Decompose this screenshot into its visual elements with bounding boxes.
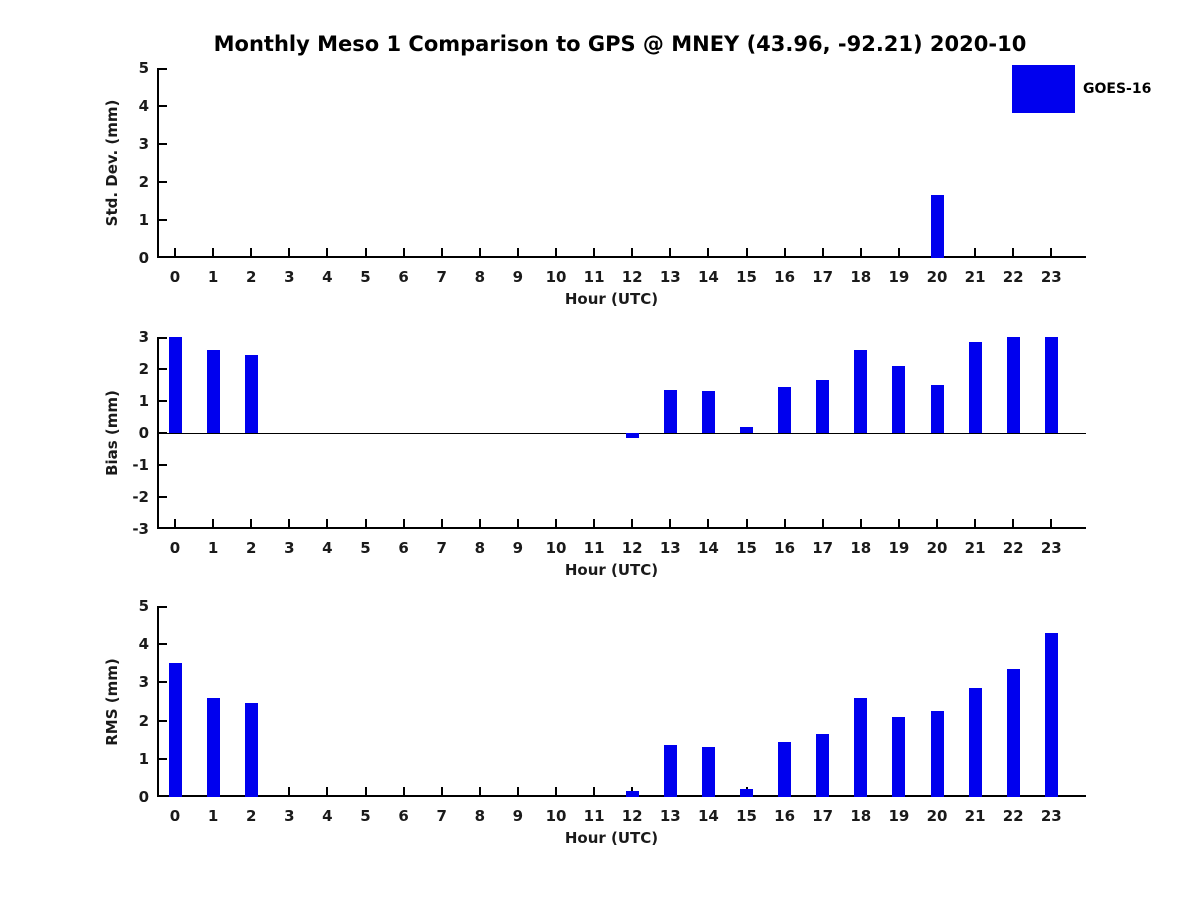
bar-hour-22: [1007, 669, 1020, 797]
x-tick-label: 15: [736, 539, 757, 557]
x-tick-label: 13: [659, 539, 681, 557]
x-tick-label: 3: [284, 268, 295, 286]
x-tick-label: 2: [245, 539, 257, 557]
y-axis-title: Bias (mm): [103, 390, 121, 476]
x-tick-mark: [403, 787, 405, 795]
bar-hour-0: [169, 663, 182, 797]
x-tick-label: 8: [474, 539, 486, 557]
chart-title: Monthly Meso 1 Comparison to GPS @ MNEY (43.96, -92.21) 2020-10: [213, 32, 1027, 56]
x-tick-mark: [212, 248, 214, 256]
x-tick-mark: [174, 248, 176, 256]
y-tick-mark: [159, 795, 167, 797]
x-tick-mark: [898, 248, 900, 256]
x-tick-label: 18: [850, 539, 872, 557]
x-tick-mark: [784, 519, 786, 527]
y-tick-label: 5: [138, 59, 149, 77]
x-axis-title: Hour (UTC): [564, 829, 659, 847]
y-tick-mark: [159, 432, 167, 434]
x-tick-label: 19: [888, 539, 910, 557]
x-tick-label: 10: [545, 268, 567, 286]
x-tick-label: 0: [169, 807, 181, 825]
x-tick-label: 14: [697, 268, 719, 286]
x-tick-label: 20: [926, 539, 948, 557]
x-tick-label: 4: [322, 807, 333, 825]
y-tick-mark: [159, 496, 167, 498]
y-tick-mark: [159, 400, 167, 402]
x-tick-mark: [174, 519, 176, 527]
bar-hour-19: [892, 717, 905, 797]
y-tick-label: -1: [132, 456, 149, 474]
x-tick-mark: [555, 519, 557, 527]
legend-label: GOES-16: [1083, 81, 1152, 97]
x-tick-label: 22: [1002, 807, 1024, 825]
x-tick-mark: [517, 787, 519, 795]
bar-hour-16: [778, 387, 791, 433]
y-tick-mark: [159, 105, 167, 107]
zero-line: [157, 433, 1086, 434]
x-tick-label: 5: [360, 539, 371, 557]
x-tick-mark: [1012, 519, 1014, 527]
y-tick-mark: [159, 681, 167, 683]
x-tick-label: 12: [621, 539, 643, 557]
x-tick-mark: [593, 248, 595, 256]
bar-hour-20: [931, 195, 944, 258]
x-tick-mark: [441, 787, 443, 795]
x-tick-mark: [822, 519, 824, 527]
x-tick-mark: [784, 248, 786, 256]
x-tick-mark: [212, 519, 214, 527]
bar-hour-2: [245, 703, 258, 797]
bar-hour-16: [778, 742, 791, 797]
x-tick-label: 15: [736, 268, 757, 286]
x-tick-mark: [822, 248, 824, 256]
y-tick-mark: [159, 219, 167, 221]
x-tick-mark: [441, 248, 443, 256]
x-tick-label: 18: [850, 268, 872, 286]
bar-hour-23: [1045, 633, 1058, 797]
x-tick-label: 22: [1002, 539, 1024, 557]
x-tick-mark: [479, 519, 481, 527]
x-tick-mark: [631, 248, 633, 256]
bar-hour-0: [169, 337, 182, 433]
bar-hour-18: [854, 350, 867, 433]
x-tick-mark: [1050, 519, 1052, 527]
y-tick-mark: [159, 606, 167, 608]
x-tick-mark: [326, 248, 328, 256]
bar-hour-1: [207, 350, 220, 433]
x-tick-label: 8: [474, 807, 486, 825]
x-tick-label: 8: [474, 268, 486, 286]
x-tick-label: 18: [850, 807, 872, 825]
x-tick-label: 9: [512, 268, 524, 286]
x-tick-mark: [250, 248, 252, 256]
y-tick-label: 3: [138, 328, 149, 346]
x-tick-mark: [860, 519, 862, 527]
y-tick-mark: [159, 368, 167, 370]
x-tick-mark: [479, 248, 481, 256]
x-tick-label: 20: [926, 268, 948, 286]
x-tick-mark: [288, 787, 290, 795]
x-tick-label: 5: [360, 268, 371, 286]
y-tick-label: -2: [132, 488, 149, 506]
x-tick-label: 14: [697, 807, 719, 825]
bar-hour-2: [245, 355, 258, 433]
x-tick-label: 1: [207, 268, 219, 286]
bar-hour-13: [664, 390, 677, 433]
x-tick-mark: [593, 787, 595, 795]
bar-hour-12: [626, 791, 639, 797]
y-tick-label: 0: [138, 424, 149, 442]
bar-hour-17: [816, 380, 829, 433]
subplot-bias: [157, 337, 1086, 529]
y-tick-label: 3: [138, 135, 149, 153]
bar-hour-23: [1045, 337, 1058, 433]
x-tick-label: 11: [583, 539, 605, 557]
x-tick-mark: [974, 519, 976, 527]
y-tick-label: -3: [132, 520, 149, 538]
bar-hour-20: [931, 385, 944, 433]
x-tick-label: 0: [169, 539, 181, 557]
y-tick-mark: [159, 758, 167, 760]
x-tick-mark: [479, 787, 481, 795]
y-tick-label: 5: [138, 597, 149, 615]
bar-hour-13: [664, 745, 677, 797]
x-axis-spine: [157, 527, 1086, 529]
x-tick-mark: [517, 248, 519, 256]
x-tick-mark: [669, 248, 671, 256]
bar-hour-22: [1007, 337, 1020, 433]
x-tick-label: 2: [245, 268, 257, 286]
x-axis-title: Hour (UTC): [564, 290, 659, 308]
x-tick-mark: [1050, 248, 1052, 256]
bar-hour-15: [740, 427, 753, 433]
x-tick-mark: [288, 248, 290, 256]
y-tick-label: 1: [138, 749, 149, 768]
x-tick-label: 21: [964, 268, 986, 286]
x-tick-label: 0: [169, 268, 181, 286]
x-axis-title: Hour (UTC): [564, 561, 659, 579]
y-tick-label: 4: [138, 635, 149, 654]
x-tick-label: 12: [621, 807, 643, 825]
bar-hour-1: [207, 698, 220, 797]
x-tick-label: 10: [545, 807, 567, 825]
x-tick-label: 6: [398, 807, 409, 825]
y-axis-title: RMS (mm): [103, 657, 121, 746]
x-tick-label: 1: [207, 807, 219, 825]
x-tick-mark: [517, 519, 519, 527]
y-tick-mark: [159, 643, 167, 645]
x-tick-mark: [326, 519, 328, 527]
x-tick-mark: [441, 519, 443, 527]
bar-hour-21: [969, 688, 982, 797]
bar-hour-12: [626, 433, 639, 438]
x-tick-mark: [326, 787, 328, 795]
x-tick-mark: [1012, 248, 1014, 256]
y-tick-mark: [159, 464, 167, 466]
x-tick-label: 9: [512, 539, 524, 557]
x-tick-label: 11: [583, 268, 605, 286]
x-tick-label: 17: [812, 539, 834, 557]
x-tick-label: 2: [245, 807, 257, 825]
x-tick-mark: [707, 519, 709, 527]
x-tick-label: 7: [436, 807, 447, 825]
x-axis-spine: [157, 795, 1086, 797]
x-tick-mark: [555, 248, 557, 256]
y-tick-label: 0: [138, 249, 149, 267]
bar-hour-14: [702, 747, 715, 797]
x-tick-label: 16: [774, 539, 796, 557]
x-tick-label: 19: [888, 268, 910, 286]
x-tick-label: 17: [812, 268, 834, 286]
x-tick-mark: [403, 519, 405, 527]
y-tick-label: 4: [138, 97, 149, 115]
y-axis-title: Std. Dev. (mm): [103, 99, 121, 227]
x-tick-mark: [250, 519, 252, 527]
x-tick-label: 21: [964, 807, 986, 825]
x-tick-label: 7: [436, 539, 447, 557]
bar-hour-21: [969, 342, 982, 433]
x-tick-label: 23: [1040, 807, 1062, 825]
y-tick-mark: [159, 68, 167, 70]
x-tick-label: 17: [812, 807, 834, 825]
y-tick-mark: [159, 181, 167, 183]
bar-hour-17: [816, 734, 829, 797]
x-tick-label: 23: [1040, 268, 1062, 286]
bar-hour-18: [854, 698, 867, 797]
subplot-stddev: [157, 68, 1086, 258]
y-axis-spine: [157, 606, 159, 797]
y-tick-label: 3: [138, 673, 149, 692]
x-tick-mark: [669, 519, 671, 527]
x-tick-label: 16: [774, 807, 796, 825]
x-tick-mark: [898, 519, 900, 527]
x-tick-label: 21: [964, 539, 986, 557]
y-tick-mark: [159, 337, 167, 339]
x-tick-mark: [403, 248, 405, 256]
x-tick-mark: [974, 248, 976, 256]
x-tick-mark: [746, 519, 748, 527]
x-tick-label: 10: [545, 539, 567, 557]
bar-hour-20: [931, 711, 944, 797]
x-tick-label: 3: [284, 539, 295, 557]
y-tick-label: 2: [138, 360, 149, 378]
x-tick-label: 1: [207, 539, 219, 557]
x-tick-label: 14: [697, 539, 719, 557]
bar-hour-19: [892, 366, 905, 433]
x-tick-mark: [707, 248, 709, 256]
x-tick-mark: [746, 248, 748, 256]
x-tick-label: 23: [1040, 539, 1062, 557]
x-tick-mark: [631, 519, 633, 527]
y-axis-spine: [157, 68, 159, 258]
y-tick-label: 0: [138, 788, 149, 806]
x-tick-label: 16: [774, 268, 796, 286]
x-tick-label: 22: [1002, 268, 1024, 286]
x-tick-label: 15: [736, 807, 757, 825]
x-tick-label: 6: [398, 268, 409, 286]
x-tick-label: 5: [360, 807, 371, 825]
y-tick-mark: [159, 720, 167, 722]
y-tick-label: 1: [138, 211, 149, 229]
bar-hour-14: [702, 391, 715, 433]
y-tick-mark: [159, 256, 167, 258]
x-tick-mark: [936, 519, 938, 527]
y-tick-mark: [159, 143, 167, 145]
x-tick-mark: [555, 787, 557, 795]
bar-hour-15: [740, 789, 753, 797]
y-tick-mark: [159, 527, 167, 529]
x-tick-mark: [365, 787, 367, 795]
y-tick-label: 1: [138, 392, 149, 410]
x-tick-label: 11: [583, 807, 605, 825]
x-tick-label: 4: [322, 268, 333, 286]
x-tick-mark: [365, 519, 367, 527]
x-tick-label: 12: [621, 268, 643, 286]
x-tick-mark: [860, 248, 862, 256]
x-tick-mark: [288, 519, 290, 527]
subplot-rms: [157, 606, 1086, 797]
x-tick-label: 7: [436, 268, 447, 286]
x-tick-label: 13: [659, 268, 681, 286]
y-tick-label: 2: [138, 173, 149, 191]
y-tick-label: 2: [138, 711, 149, 730]
x-tick-mark: [593, 519, 595, 527]
x-tick-label: 3: [284, 807, 295, 825]
x-tick-label: 19: [888, 807, 910, 825]
x-tick-mark: [365, 248, 367, 256]
x-axis-spine: [157, 256, 1086, 258]
x-tick-label: 13: [659, 807, 681, 825]
x-tick-label: 20: [926, 807, 948, 825]
x-tick-label: 6: [398, 539, 409, 557]
x-tick-label: 9: [512, 807, 524, 825]
x-tick-label: 4: [322, 539, 333, 557]
